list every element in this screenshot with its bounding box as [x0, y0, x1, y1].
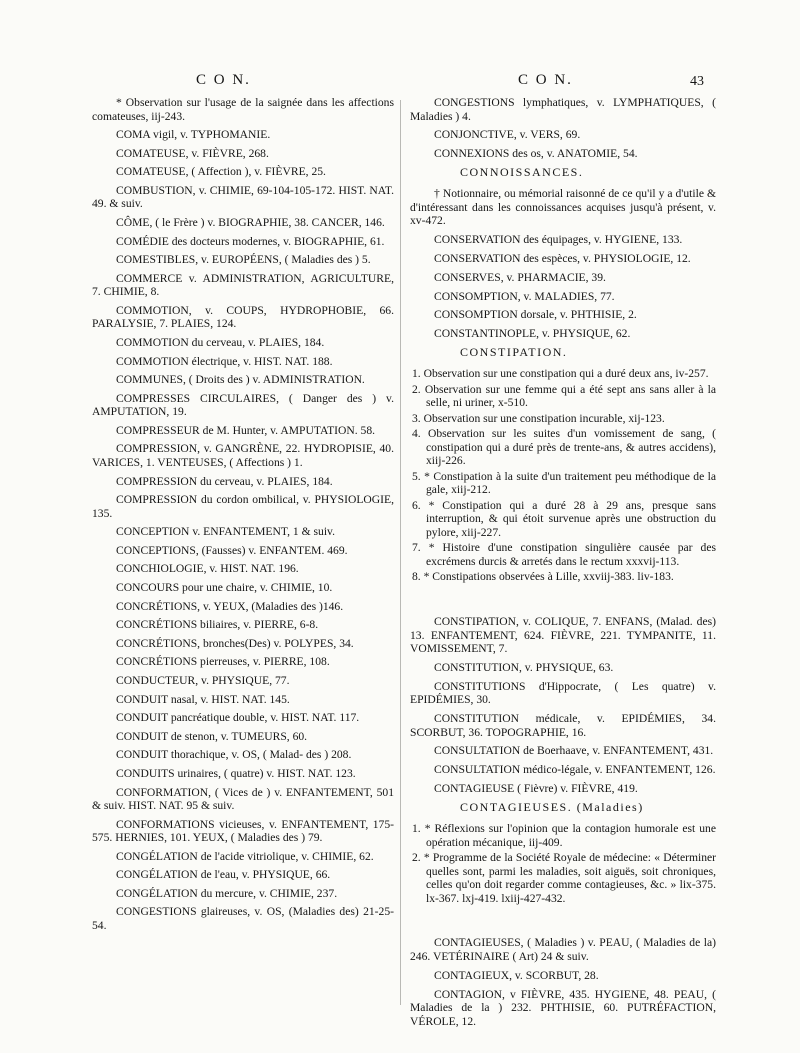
numbered-entry: 1. * Réflexions sur l'opinion que la contagion humorale est une opération mécanique, iij-409.	[412, 822, 716, 849]
column-divider	[400, 100, 401, 1005]
index-entry: CONGESTIONS glaireuses, v. OS, (Maladies des) 21-25-54.	[92, 905, 394, 932]
index-entry: CONTAGIEUSES, ( Maladies ) v. PEAU, ( Maladies de la) 246. VETÉRINAIRE ( Art) 24 & suiv.	[410, 936, 716, 963]
index-entry: CONTAGIEUSE ( Fièvre) v. FIÈVRE, 419.	[434, 781, 638, 795]
index-entry: COMATEUSE, v. FIÈVRE, 268.	[116, 146, 269, 160]
index-entry: CONCOURS pour une chaire, v. CHIMIE, 10.	[116, 580, 333, 594]
index-entry: CONDUIT thorachique, v. OS, ( Malad- des ) 208.	[116, 748, 352, 762]
index-entry: COMBUSTION, v. CHIMIE, 69-104-105-172. HIST. NAT. 49. & suiv.	[92, 183, 394, 211]
index-entry: CONCRÉTIONS biliaires, v. PIERRE, 6-8.	[116, 618, 319, 632]
numbered-entry: 4. Observation sur les suites d'un vomissement de sang, ( constipation qui a duré près de trente-ans, & autres accidens), xiij-226.	[412, 427, 716, 468]
index-entry: COMMUNES, ( Droits des ) v. ADMINISTRATION.	[116, 373, 365, 387]
index-entry: CONTAGION, v FIÈVRE, 435. HYGIENE, 48. PEAU, ( Maladies de la ) 232. PHTHISIE, 60. PUTRÉFACTION, VÉROLE, 12.	[410, 987, 716, 1028]
index-entry: CONCRÉTIONS, v. YEUX, (Maladies des )146.	[116, 599, 344, 613]
index-entry: CONGESTIONS lymphatiques, v. LYMPHATIQUES, ( Maladies ) 4.	[410, 96, 716, 123]
index-entry: CONJONCTIVE, v. VERS, 69.	[434, 128, 581, 142]
numbered-entry: 2. * Programme de la Société Royale de médecine: « Déterminer quelles sont, parmi les maladies, soit aiguës, soit chroniques, celles qu'on doit regarder comme contagieuses, &c. » lix-375. lx-367. lxj-419. lxiij-427-432.	[412, 851, 716, 905]
numbered-entry: 5. * Constipation à la suite d'un traitement peu méthodique de la gale, xiij-212.	[412, 469, 716, 497]
index-entry: COMPRESSION, v. GANGRÈNE, 22. HYDROPISIE, 40. VARICES, 1. VENTEUSES, ( Affections ) 1.	[92, 442, 394, 469]
index-entry: COMPRESSION du cerveau, v. PLAIES, 184.	[116, 474, 333, 488]
spacer	[410, 917, 716, 925]
numbered-entry: 7. * Histoire d'une constipation singulière causée par des excrémens durcis & arretés dans le rectum xxxvij-113.	[412, 541, 716, 568]
index-entry: COMATEUSE, ( Affection ), v. FIÈVRE, 25.	[116, 165, 326, 179]
index-entry: CONSOMPTION dorsale, v. PHTHISIE, 2.	[434, 308, 637, 322]
index-entry: † Notionnaire, ou mémorial raisonné de ce qu'il y a d'utile & d'intéressant dans les connoissances acquises jusqu'à présent, v. xv-472.	[410, 187, 716, 228]
index-entry: COMMERCE v. ADMINISTRATION, AGRICULTURE, 7. CHIMIE, 8.	[92, 271, 394, 299]
index-entry: CONGÉLATION du mercure, v. CHIMIE, 237.	[116, 886, 338, 900]
index-entry: CONSTANTINOPLE, v. PHYSIQUE, 62.	[434, 327, 631, 341]
index-entry: CONSERVATION des espèces, v. PHYSIOLOGIE, 12.	[434, 251, 691, 265]
index-entry: CONSULTATION médico-légale, v. ENFANTEMENT, 126.	[434, 763, 716, 777]
index-entry: CONNEXIONS des os, v. ANATOMIE, 54.	[434, 147, 638, 161]
index-entry: CONSERVATION des équipages, v. HYGIENE, 133.	[434, 233, 683, 247]
spacer	[410, 596, 716, 604]
index-entry: CONGÉLATION de l'acide vitriolique, v. CHIMIE, 62.	[116, 849, 374, 863]
index-entry: COMPRESSES CIRCULAIRES, ( Danger des ) v. AMPUTATION, 19.	[92, 391, 394, 419]
numbered-entry: 2. Observation sur une femme qui a été sept ans sans aller à la selle, ni uriner, x-510.	[412, 382, 716, 410]
index-entry: COMA vigil, v. TYPHOMANIE.	[116, 128, 271, 142]
section-heading: CONNOISSANCES.	[460, 164, 584, 179]
index-entry: CONSTITUTION médicale, v. EPIDÉMIES, 34. SCORBUT, 36. TOPOGRAPHIE, 16.	[410, 712, 716, 739]
index-entry: CONCEPTION v. ENFANTEMENT, 1 & suiv.	[116, 525, 335, 539]
right-column	[410, 96, 716, 1033]
index-entry: CONGÉLATION de l'eau, v. PHYSIQUE, 66.	[116, 868, 331, 882]
right-running-head: C O N.	[518, 72, 573, 88]
index-entry: CONDUIT pancréatique double, v. HIST. NAT. 117.	[116, 711, 360, 725]
index-entry: COMMOTION, v. COUPS, HYDROPHOBIE, 66. PARALYSIE, 7. PLAIES, 124.	[92, 303, 394, 331]
index-entry: * Observation sur l'usage de la saignée dans les affections comateuses, iij-243.	[92, 96, 394, 123]
index-entry: CONDUCTEUR, v. PHYSIQUE, 77.	[116, 673, 290, 687]
section-heading: CONSTIPATION.	[460, 344, 568, 359]
numbered-entry: 3. Observation sur une constipation incurable, xij-123.	[412, 411, 665, 425]
index-entry: CONSULTATION de Boerhaave, v. ENFANTEMENT, 431.	[434, 744, 714, 758]
index-entry: CONCRÉTIONS pierreuses, v. PIERRE, 108.	[116, 655, 330, 669]
index-entry: CONSTIPATION, v. COLIQUE, 7. ENFANS, (Malad. des) 13. ENFANTEMENT, 624. FIÈVRE, 221. TYMPANITE, 11. VOMISSEMENT, 7.	[410, 615, 716, 656]
index-entry: COMPRESSEUR de M. Hunter, v. AMPUTATION. 58.	[116, 423, 376, 437]
page-number: 43	[690, 74, 704, 89]
index-entry: COMÉDIE des docteurs modernes, v. BIOGRAPHIE, 61.	[116, 234, 385, 248]
index-entry: CONDUIT nasal, v. HIST. NAT. 145.	[116, 692, 290, 706]
index-entry: CONCHIOLOGIE, v. HIST. NAT. 196.	[116, 562, 299, 576]
numbered-entry: 1. Observation sur une constipation qui a duré deux ans, iv-257.	[412, 367, 709, 381]
section-heading: CONTAGIEUSES. (Maladies)	[460, 799, 644, 814]
left-running-head: C O N.	[196, 72, 251, 88]
index-entry: CONFORMATIONS vicieuses, v. ENFANTEMENT, 175-575. HERNIES, 101. YEUX, ( Maladies des ) 79.	[92, 817, 394, 845]
index-entry: CONSOMPTION, v. MALADIES, 77.	[434, 289, 615, 303]
index-entry: COMESTIBLES, v. EUROPÉENS, ( Maladies des ) 5.	[116, 253, 371, 267]
index-entry: CONSTITUTION, v. PHYSIQUE, 63.	[434, 660, 614, 674]
numbered-entry: 8. * Constipations observées à Lille, xxviij-383. liv-183.	[412, 570, 674, 584]
index-entry: CONDUITS urinaires, ( quatre) v. HIST. NAT. 123.	[116, 766, 356, 780]
numbered-entry: 6. * Constipation qui a duré 28 à 29 ans, presque sans interruption, & qui étoit survenue après une obstruction du pylore, xiij-227.	[412, 498, 716, 539]
index-entry: CONCEPTIONS, (Fausses) v. ENFANTEM. 469.	[116, 543, 348, 557]
index-entry: COMMOTION électrique, v. HIST. NAT. 188.	[116, 354, 333, 368]
left-column	[92, 96, 394, 938]
index-entry: CONDUIT de stenon, v. TUMEURS, 60.	[116, 729, 308, 743]
index-entry: COMPRESSION du cordon ombilical, v. PHYSIOLOGIE, 135.	[92, 493, 394, 520]
index-entry: CÔME, ( le Frère ) v. BIOGRAPHIE, 38. CANCER, 146.	[116, 215, 385, 229]
index-entry: COMMOTION du cerveau, v. PLAIES, 184.	[116, 335, 325, 349]
index-entry: CONSERVES, v. PHARMACIE, 39.	[434, 270, 606, 284]
index-entry: CONFORMATION, ( Vices de ) v. ENFANTEMENT, 501 & suiv. HIST. NAT. 95 & suiv.	[92, 785, 394, 812]
index-entry: CONTAGIEUX, v. SCORBUT, 28.	[434, 968, 599, 982]
index-entry: CONCRÉTIONS, bronches(Des) v. POLYPES, 34.	[116, 636, 354, 650]
index-entry: CONSTITUTIONS d'Hippocrate, ( Les quatre) v. EPIDÉMIES, 30.	[410, 679, 716, 707]
